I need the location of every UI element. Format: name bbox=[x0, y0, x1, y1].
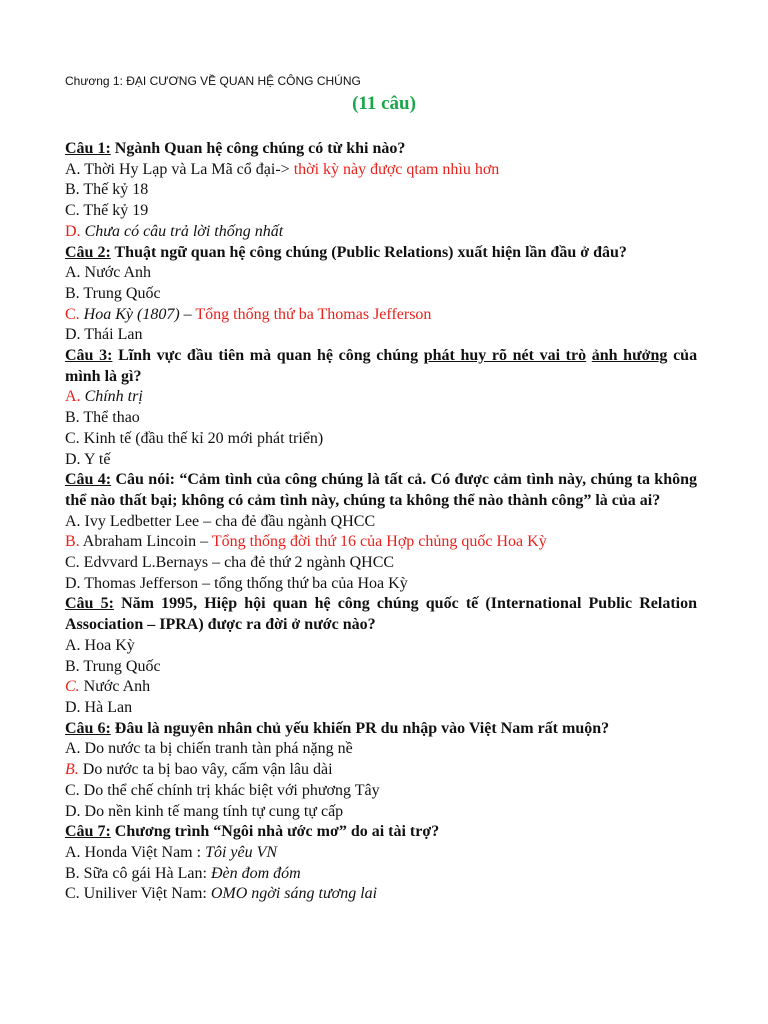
option-d: D. Thomas Jefferson – tổng thống thứ ba của Hoa Kỳ bbox=[65, 574, 408, 592]
correct-letter: B. bbox=[65, 761, 79, 779]
question-text: Chương trình “Ngôi nhà ước mơ” do ai tài trợ? bbox=[114, 823, 440, 841]
option-b bbox=[65, 864, 697, 885]
option-text: B. Sữa cô gái Hà Lan: bbox=[65, 864, 207, 882]
program-name: Tôi yêu VN bbox=[205, 843, 278, 861]
question-text: Lĩnh vực đầu tiên mà quan hệ công chúng bbox=[118, 347, 419, 365]
answer-note: Tổng thống thứ ba Thomas Jefferson bbox=[195, 305, 432, 323]
option-text: A. Thời Hy Lạp và La Mã cổ đại-> bbox=[65, 160, 290, 178]
underlined-phrase: ảnh hưởng bbox=[591, 347, 668, 365]
question-text: Đâu là nguyên nhân chủ yếu khiến PR du nhập vào Việt Nam rất muộn? bbox=[114, 719, 610, 737]
option-a: A. Nước Anh bbox=[65, 264, 152, 282]
question-number: Câu 2: bbox=[65, 243, 111, 261]
question-text-end: của mình là gì? bbox=[65, 347, 698, 385]
question-text: Câu nói: “Cảm tình của công chúng là tất cả. Có được cảm tình này, chúng ta không thể nào thất bại; không có cảm tình này, chúng ta không thể nào thành công” là của ai? bbox=[65, 471, 697, 509]
question-number: Câu 4: bbox=[65, 471, 112, 489]
option-a: A. Ivy Ledbetter Lee – cha đẻ đầu ngành QHCC bbox=[65, 512, 376, 530]
option-a: A. Do nước ta bị chiến tranh tàn phá nặng nề bbox=[65, 740, 353, 758]
question-text: Năm 1995, Hiệp hội quan hệ công chúng quốc tế (International Public Relation Association – IPRA) được ra đời ở nước nào? bbox=[65, 595, 697, 634]
option-c: C. Thế kỷ 19 bbox=[65, 202, 149, 220]
option-text: Chưa có câu trả lời thống nhất bbox=[84, 222, 284, 240]
option-b: B. Trung Quốc bbox=[65, 284, 161, 302]
option-a bbox=[65, 843, 697, 864]
option-a bbox=[65, 387, 697, 408]
correct-letter: A. bbox=[65, 388, 81, 406]
option-text: C. Uniliver Việt Nam: bbox=[65, 885, 207, 903]
option-c: C. Do thể chế chính trị khác biệt với phương Tây bbox=[65, 781, 380, 799]
option-a bbox=[65, 160, 697, 181]
option-b: B. Thế kỷ 18 bbox=[65, 181, 149, 199]
question-5 bbox=[65, 594, 697, 635]
option-b: B. Thể thao bbox=[65, 409, 140, 427]
question-number: Câu 6: bbox=[65, 719, 111, 737]
option-a: A. Hoa Kỳ bbox=[65, 636, 135, 654]
option-text: Hoa Kỳ (1807) bbox=[83, 305, 180, 323]
option-text: Chính trị bbox=[84, 388, 143, 406]
answer-note: thời kỳ này được qtam nhìu hơn bbox=[293, 160, 500, 178]
option-text: A. Honda Việt Nam : bbox=[65, 843, 202, 861]
question-list bbox=[65, 139, 697, 905]
question-2 bbox=[65, 243, 697, 264]
correct-letter: B. bbox=[65, 533, 80, 551]
option-d: D. Do nền kinh tế mang tính tự cung tự cấp bbox=[65, 802, 344, 820]
option-b: B. Trung Quốc bbox=[65, 657, 161, 675]
question-7 bbox=[65, 822, 697, 843]
question-number: Câu 3: bbox=[65, 347, 113, 365]
question-number: Câu 7: bbox=[65, 823, 111, 841]
question-text: Ngành Quan hệ công chúng có từ khi nào? bbox=[114, 140, 406, 157]
option-text: Abraham Lincoin – bbox=[82, 533, 209, 551]
option-d bbox=[65, 222, 697, 243]
option-b bbox=[65, 760, 697, 781]
correct-letter: C. bbox=[65, 305, 80, 323]
program-name: Đèn đom đóm bbox=[210, 864, 301, 882]
correct-letter: C. bbox=[65, 678, 80, 696]
option-c bbox=[65, 884, 697, 905]
option-c: C. Kinh tế (đầu thế kỉ 20 mới phát triển) bbox=[65, 429, 324, 447]
option-d: D. Thái Lan bbox=[65, 326, 143, 344]
option-b bbox=[65, 532, 697, 553]
dash: – bbox=[179, 305, 196, 323]
option-c: C. Edvvard L.Bernays – cha đẻ thứ 2 ngành QHCC bbox=[65, 554, 395, 572]
option-text: Nước Anh bbox=[83, 678, 151, 696]
question-3 bbox=[65, 346, 697, 387]
question-text: Thuật ngữ quan hệ công chúng (Public Relations) xuất hiện lần đầu ở đâu? bbox=[114, 243, 627, 261]
question-count: (11 câu) bbox=[352, 93, 416, 114]
option-d: D. Y tế bbox=[65, 450, 111, 468]
question-6 bbox=[65, 719, 697, 740]
option-c bbox=[65, 677, 697, 698]
answer-note: Tổng thống đời thứ 16 của Hợp chủng quốc Hoa Kỳ bbox=[211, 533, 547, 551]
question-1 bbox=[65, 139, 697, 160]
option-d: D. Hà Lan bbox=[65, 698, 133, 716]
program-name: OMO ngời sáng tương lai bbox=[210, 885, 378, 903]
underlined-phrase: phát huy rõ nét vai trò bbox=[423, 347, 587, 365]
option-c bbox=[65, 305, 697, 326]
option-text: Do nước ta bị bao vây, cấm vận lâu dài bbox=[82, 761, 333, 779]
question-number: Câu 1: bbox=[65, 140, 111, 157]
question-number: Câu 5: bbox=[65, 595, 114, 613]
question-4 bbox=[65, 470, 697, 511]
chapter-title: Chương 1: ĐẠI CƯƠNG VỀ QUAN HỆ CÔNG CHÚNG bbox=[65, 74, 361, 88]
correct-letter: D. bbox=[65, 222, 81, 240]
